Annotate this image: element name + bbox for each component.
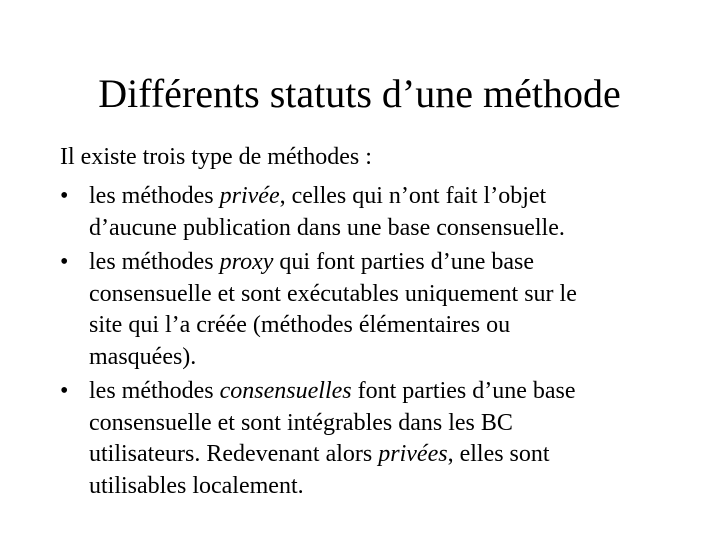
bullet-line: masquées). [89,343,197,370]
emphasis-term: privée [219,183,280,209]
bullet-item-proxy [60,247,700,373]
bullet-text: qui font parties d’une base [273,249,534,275]
bullet-line: consensuelle et sont exécutables uniquement sur le [89,280,577,307]
bullet-text: les méthodes [89,249,220,275]
slide-title: Différents statuts d’une méthode [98,71,621,116]
bullet-icon: • [60,183,69,209]
bullet-text: font parties d’une base [351,378,576,404]
bullet-line: site qui l’a créée (méthodes élémentaires ou [89,312,511,338]
bullet-text: les méthodes [89,378,220,404]
bullet-icon: • [60,249,69,275]
bullet-line [89,376,700,408]
emphasis-term: privées [378,441,448,467]
bullet-text: les méthodes [89,183,220,209]
emphasis-term: consensuelles [219,378,352,404]
bullet-list [60,181,700,505]
bullet-item-private [60,181,700,244]
bullet-item-consensual [60,376,700,502]
bullet-text: utilisateurs. Redevenant alors [89,441,379,467]
bullet-line: utilisables localement. [89,472,304,499]
bullet-line: d’aucune publication dans une base consensuelle. [89,214,565,241]
emphasis-term: proxy [219,249,274,275]
bullet-line [89,181,700,213]
bullet-text: , elles sont [447,441,550,467]
bullet-line [89,439,700,471]
bullet-line [89,247,700,279]
bullet-line: consensuelle et sont intégrables dans les BC [89,409,513,436]
bullet-text: , celles qui n’ont fait l’objet [279,183,547,209]
bullet-icon: • [60,378,69,404]
intro-text: Il existe trois type de méthodes : [60,144,372,170]
